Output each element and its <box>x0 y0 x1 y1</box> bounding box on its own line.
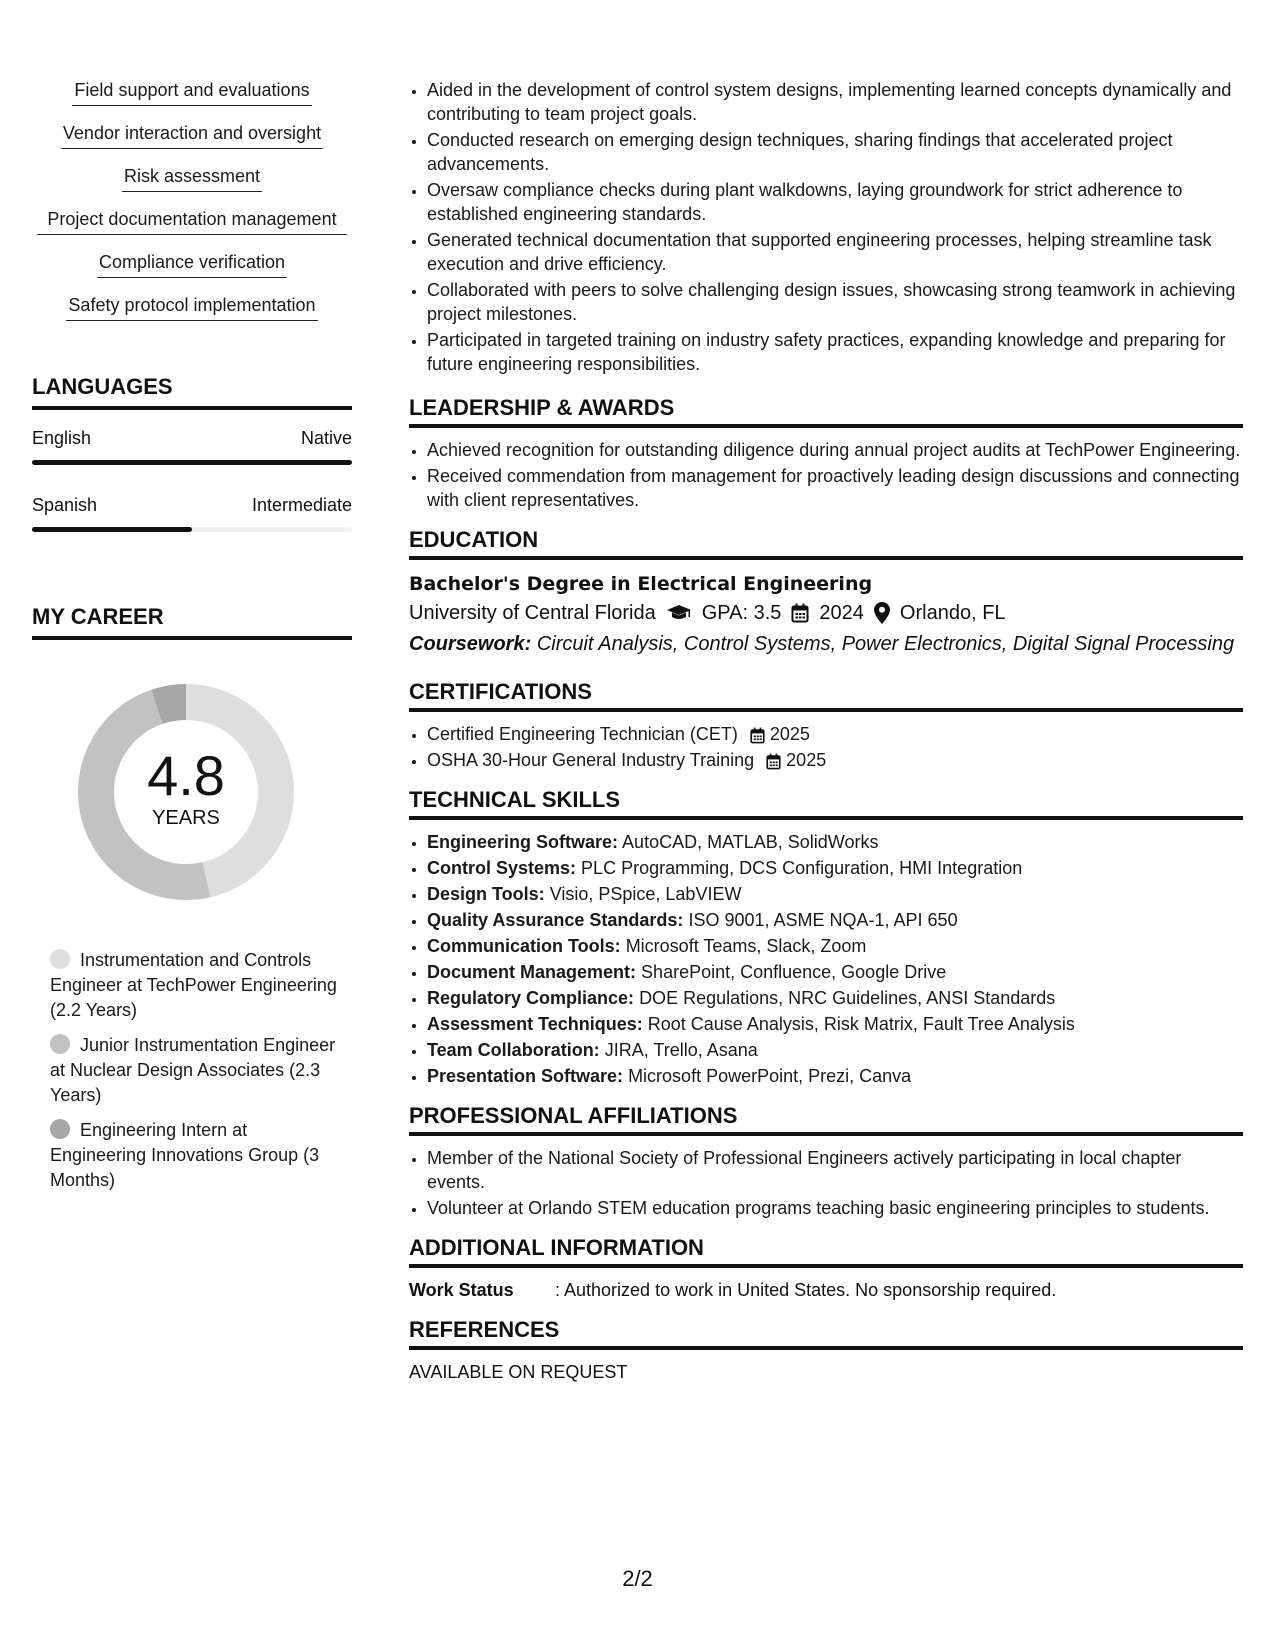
technical-skill-label: Communication Tools: <box>427 936 621 956</box>
technical-skill-value: ISO 9001, ASME NQA-1, API 650 <box>688 910 958 930</box>
technical-skill-value: Visio, PSpice, LabVIEW <box>549 884 742 904</box>
technical-skill-label: Engineering Software: <box>427 832 619 852</box>
leadership-list <box>409 438 1243 512</box>
technical-skills-heading: TECHNICAL SKILLS <box>409 786 1243 820</box>
language-entry <box>32 493 352 532</box>
career-total-value: 4.8 <box>147 744 225 807</box>
calendar-icon <box>750 727 765 744</box>
references-heading: REFERENCES <box>409 1316 1243 1350</box>
additional-info-heading: ADDITIONAL INFORMATION <box>409 1234 1243 1268</box>
leadership-item: • Achieved recognition for outstanding diligence during annual project audits at TechPower Engineering. <box>427 438 1243 462</box>
skill-item: Field support and evaluations <box>72 78 311 106</box>
skill-item: Vendor interaction and oversight <box>61 121 323 149</box>
certification-name: • Certified Engineering Technician (CET) <box>427 724 738 744</box>
page-number: 2/2 <box>622 1566 653 1591</box>
education-details <box>409 598 1243 628</box>
education-year: 2024 <box>819 602 864 624</box>
technical-skill-label: Assessment Techniques: <box>427 1014 643 1034</box>
language-level: Intermediate <box>251 495 352 515</box>
experience-bullet: • Participated in targeted training on industry safety practices, expanding knowledge and preparing for future engineering responsibilities. <box>427 328 1243 376</box>
career-donut-chart <box>66 672 306 912</box>
career-item <box>50 1033 340 1108</box>
work-status-row <box>409 1278 1243 1302</box>
certifications-list <box>409 722 1243 772</box>
skill-item: Risk assessment <box>122 164 262 192</box>
main-content <box>409 78 1243 1384</box>
technical-skill-label: Quality Assurance Standards: <box>427 910 684 930</box>
career-heading: MY CAREER <box>32 604 352 640</box>
language-level: Native <box>300 428 352 448</box>
calendar-icon <box>766 753 781 770</box>
skill-list <box>32 78 352 336</box>
skill-item: Safety protocol implementation <box>66 293 317 321</box>
graduation-cap-icon <box>666 604 692 622</box>
career-item-text: Engineering Intern at Engineering Innovations Group (3 Months) <box>50 1120 320 1190</box>
leadership-heading: LEADERSHIP & AWARDS <box>409 394 1243 428</box>
technical-skill-item <box>427 960 1243 984</box>
technical-skill-label: Team Collaboration: <box>427 1040 600 1060</box>
career-item <box>50 1118 340 1193</box>
technical-skill-item <box>427 986 1243 1010</box>
education-coursework <box>409 628 1243 660</box>
career-item-text: Junior Instrumentation Engineer at Nuclear Design Associates (2.3 Years) <box>50 1035 336 1105</box>
technical-skills-list <box>409 830 1243 1088</box>
language-name: English <box>32 428 92 448</box>
language-proficiency-fill <box>32 460 352 465</box>
career-total-unit: YEARS <box>152 807 220 829</box>
technical-skill-item <box>427 908 1243 932</box>
technical-skill-item <box>427 1064 1243 1088</box>
affiliation-item: • Member of the National Society of Professional Engineers actively participating in local chapter events. <box>427 1146 1243 1194</box>
technical-skill-value: DOE Regulations, NRC Guidelines, ANSI Standards <box>639 988 1056 1008</box>
technical-skill-item <box>427 1012 1243 1036</box>
experience-bullet: • Aided in the development of control system designs, implementing learned concepts dynamically and contributing to team project goals. <box>427 78 1243 126</box>
career-item <box>50 948 340 1023</box>
education-degree: Bachelor's Degree in Electrical Engineering <box>409 573 873 595</box>
language-name: Spanish <box>32 495 98 515</box>
technical-skill-item <box>427 882 1243 906</box>
language-proficiency-fill <box>32 527 192 532</box>
technical-skill-item <box>427 856 1243 880</box>
sidebar <box>32 78 352 1203</box>
technical-skill-value: JIRA, Trello, Asana <box>604 1040 758 1060</box>
certifications-heading: CERTIFICATIONS <box>409 678 1243 712</box>
affiliation-item: • Volunteer at Orlando STEM education programs teaching basic engineering principles to students. <box>427 1196 1243 1220</box>
language-proficiency-bar <box>32 460 352 465</box>
certification-item <box>427 722 1243 746</box>
coursework-text: Circuit Analysis, Control Systems, Power Electronics, Digital Signal Processing <box>536 633 1235 655</box>
languages-heading: LANGUAGES <box>32 374 352 410</box>
certification-item <box>427 748 1243 772</box>
technical-skill-label: Presentation Software: <box>427 1066 624 1086</box>
skill-item: Compliance verification <box>97 250 287 278</box>
language-proficiency-bar <box>32 527 352 532</box>
career-legend-dot <box>50 949 70 969</box>
career-legend-dot <box>50 1034 70 1054</box>
technical-skill-label: Document Management: <box>427 962 637 982</box>
experience-bullet: • Generated technical documentation that supported engineering processes, helping streamline task execution and drive efficiency. <box>427 228 1243 276</box>
experience-bullets <box>409 78 1243 376</box>
language-entry <box>32 426 352 465</box>
technical-skill-value: Microsoft Teams, Slack, Zoom <box>625 936 867 956</box>
location-pin-icon <box>874 602 890 624</box>
work-status-label: Work Status <box>409 1280 514 1300</box>
coursework-label: Coursework: <box>409 633 532 655</box>
career-item-text: Instrumentation and Controls Engineer at TechPower Engineering (2.2 Years) <box>50 950 337 1020</box>
leadership-item: • Received commendation from management for proactively leading design discussions and connecting with client representatives. <box>427 464 1243 512</box>
career-list <box>50 948 340 1193</box>
technical-skill-value: Root Cause Analysis, Risk Matrix, Fault Tree Analysis <box>647 1014 1075 1034</box>
references-text: AVAILABLE ON REQUEST <box>409 1362 628 1382</box>
career-legend-dot <box>50 1119 70 1139</box>
certification-year: 2025 <box>769 724 810 744</box>
experience-bullet: • Collaborated with peers to solve challenging design issues, showcasing strong teamwork in achieving project milestones. <box>427 278 1243 326</box>
education-gpa: GPA: 3.5 <box>701 602 782 624</box>
work-status-value: : Authorized to work in United States. No sponsorship required. <box>555 1280 1057 1300</box>
affiliations-list <box>409 1146 1243 1220</box>
technical-skill-value: SharePoint, Confluence, Google Drive <box>641 962 947 982</box>
certification-name: • OSHA 30-Hour General Industry Training <box>427 750 755 770</box>
skill-item: Project documentation management <box>37 207 347 235</box>
calendar-icon <box>791 603 809 623</box>
education-heading: EDUCATION <box>409 526 1243 560</box>
certification-year: 2025 <box>786 750 827 770</box>
technical-skill-label: Regulatory Compliance: <box>427 988 635 1008</box>
technical-skill-value: PLC Programming, DCS Configuration, HMI Integration <box>581 858 1023 878</box>
technical-skill-label: Design Tools: <box>427 884 545 904</box>
education-location: Orlando, FL <box>899 602 1006 624</box>
technical-skill-value: Microsoft PowerPoint, Prezi, Canva <box>628 1066 912 1086</box>
experience-bullet: • Oversaw compliance checks during plant walkdowns, laying groundwork for strict adherence to established engineering standards. <box>427 178 1243 226</box>
affiliations-heading: PROFESSIONAL AFFILIATIONS <box>409 1102 1243 1136</box>
technical-skill-item <box>427 934 1243 958</box>
experience-bullet: • Conducted research on emerging design techniques, sharing findings that accelerated project advancements. <box>427 128 1243 176</box>
technical-skill-label: Control Systems: <box>427 858 577 878</box>
technical-skill-item <box>427 830 1243 854</box>
education-school: University of Central Florida <box>409 602 656 624</box>
technical-skill-value: AutoCAD, MATLAB, SolidWorks <box>622 832 879 852</box>
technical-skill-item <box>427 1038 1243 1062</box>
